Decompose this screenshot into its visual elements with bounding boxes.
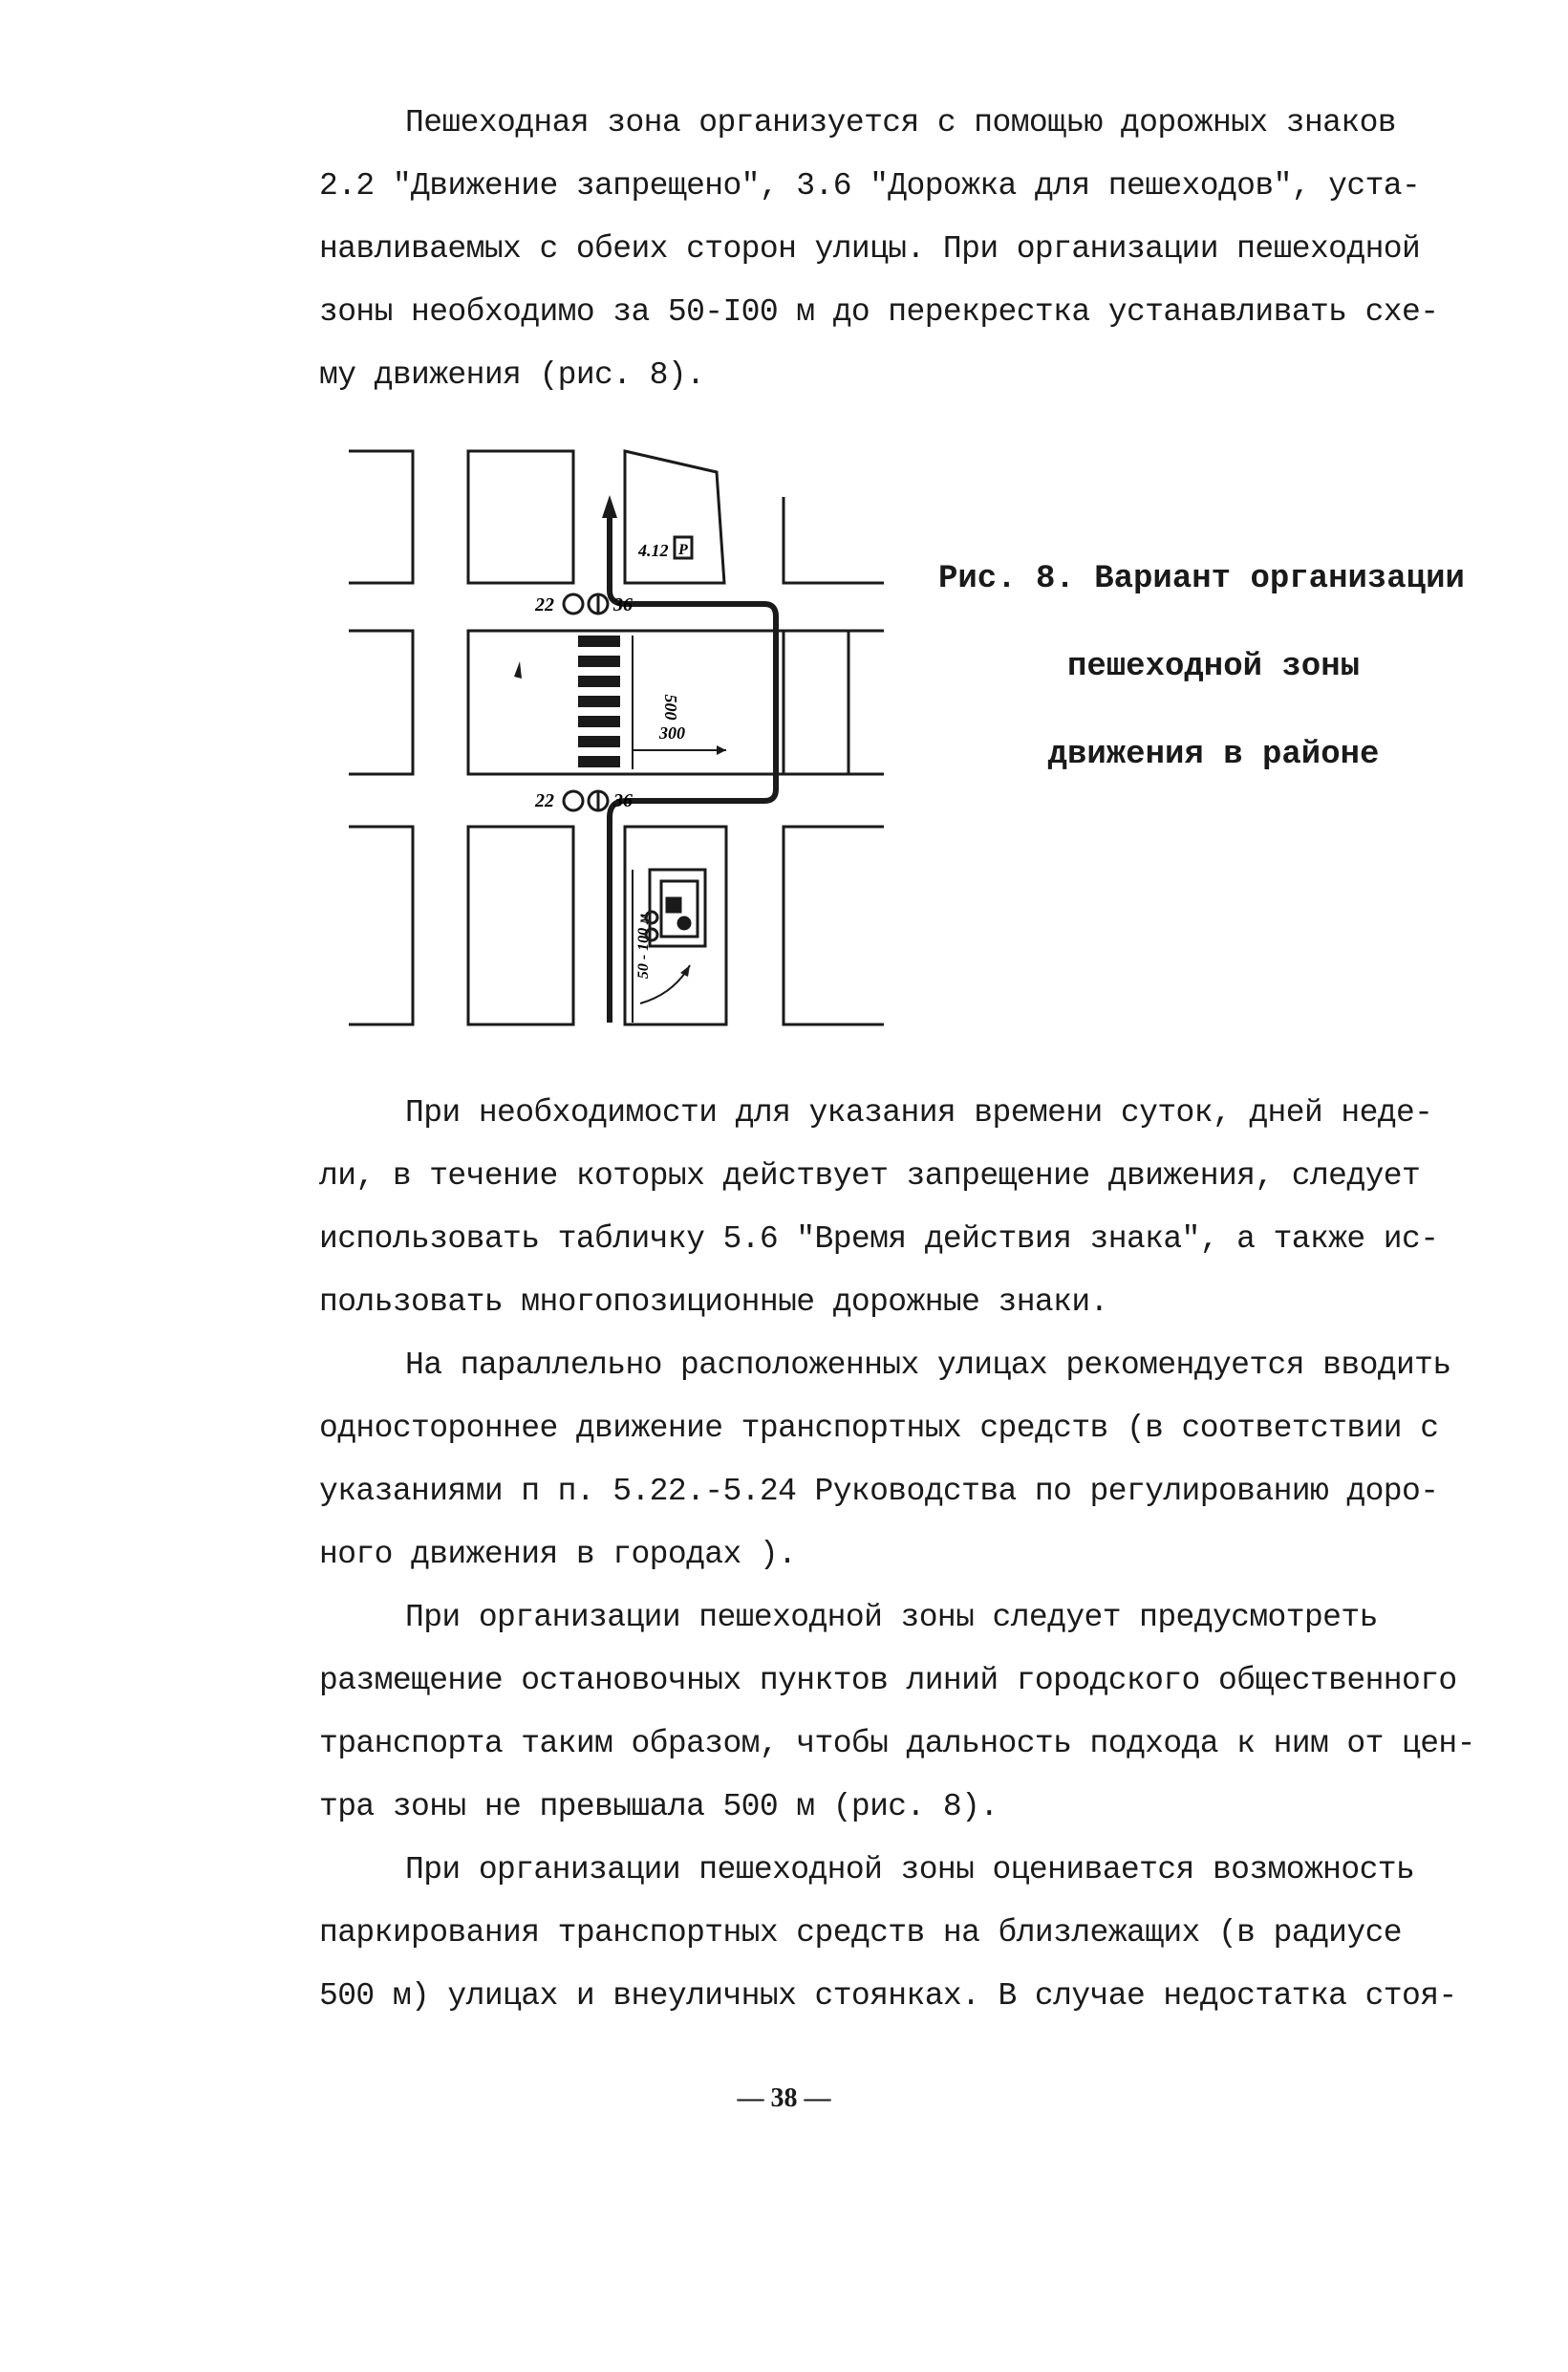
dimension-label: 300	[659, 723, 685, 743]
pedestrian-marker-icon	[514, 661, 522, 679]
intersection-scheme	[344, 449, 889, 1032]
text-line: 2.2 "Движение запрещено", 3.6 "Дорожка для пешеходов", уста-	[319, 168, 1421, 204]
pedestrian-crossing	[578, 636, 620, 767]
text-line: При организации пешеходной зоны оценивается возможность	[405, 1852, 1415, 1887]
bus-stop-scheme-icon	[646, 870, 705, 946]
sign-label: 36	[613, 790, 633, 811]
text-line: Пешеходная зона организуется с помощью дорожных знаков	[405, 105, 1396, 140]
dimension-label: 50 - 100 м	[635, 913, 652, 980]
block-outline	[349, 827, 413, 1024]
text-line: навливаемых с обеих сторон улицы. При организации пешеходной	[319, 231, 1421, 267]
paragraph-4	[319, 1586, 1494, 1839]
text-line: зоны необходимо за 50-I00 м до перекрестка устанавливать схе-	[319, 294, 1439, 330]
caption-line: Рис. 8. Вариант организации	[938, 561, 1465, 597]
text-line: На параллельно расположенных улицах рекомендуется вводить	[405, 1348, 1451, 1383]
caption-line: пешеходной зоны	[1066, 649, 1361, 685]
figure-caption	[917, 535, 1510, 799]
block-outline	[468, 827, 573, 1024]
paragraph-5	[319, 1839, 1494, 2028]
paragraph-2	[319, 1082, 1494, 1334]
parking-letter: P	[678, 542, 688, 558]
block-outline	[349, 631, 413, 774]
block-outline	[625, 451, 724, 583]
sign-label: 36	[613, 594, 633, 615]
page-number: — 38 —	[737, 2083, 831, 2113]
text-line: При необходимости для указания времени суток, дней неде-	[405, 1095, 1433, 1131]
text-line: му движения (рис. 8).	[319, 357, 705, 393]
text-line: паркирования транспортных средств на близлежащих (в радиусе	[319, 1915, 1402, 1951]
paragraph-3	[319, 1334, 1494, 1586]
text-line: пользовать многопозиционные дорожные знаки.	[319, 1284, 1108, 1320]
block-outline	[468, 451, 573, 583]
paragraph-1	[319, 92, 1494, 407]
dimension-label: 500	[661, 694, 680, 721]
text-line: ного движения в городах ).	[319, 1537, 797, 1572]
block-outline	[468, 631, 848, 774]
block-outline	[784, 827, 884, 1024]
text-line: размещение остановочных пунктов линий городского общественного	[319, 1663, 1457, 1698]
text-line: При организации пешеходной зоны следует предусмотреть	[405, 1600, 1378, 1635]
block-outline	[784, 497, 884, 583]
figure-8-diagram	[344, 449, 889, 1032]
text-line: ли, в течение которых действует запрещение движения, следует	[319, 1158, 1421, 1194]
sign-label: 22	[535, 594, 554, 615]
no-entry-sign-icon	[564, 594, 583, 614]
text-line: одностороннее движение транспортных средств (в соответствии с	[319, 1411, 1439, 1446]
text-line: использовать табличку 5.6 "Время действия знака", а также ис-	[319, 1221, 1439, 1257]
text-line: транспорта таким образом, чтобы дальность подхода к ним от цен-	[319, 1726, 1475, 1761]
sign-label: 22	[535, 790, 554, 811]
block-outline	[784, 631, 884, 774]
text-line: указаниями п п. 5.22.-5.24 Руководства по регулированию доро-	[319, 1474, 1439, 1509]
sign-label: 4.12	[638, 541, 669, 560]
block-outline	[349, 451, 413, 583]
caption-line: движения в районе	[1047, 737, 1380, 773]
no-entry-sign-icon	[564, 791, 583, 810]
text-line: тра зоны не превышала 500 м (рис. 8).	[319, 1789, 999, 1824]
text-line: 500 м) улицах и внеуличных стоянках. В случае недостатка стоя-	[319, 1978, 1457, 2014]
arrow-head	[602, 495, 617, 518]
